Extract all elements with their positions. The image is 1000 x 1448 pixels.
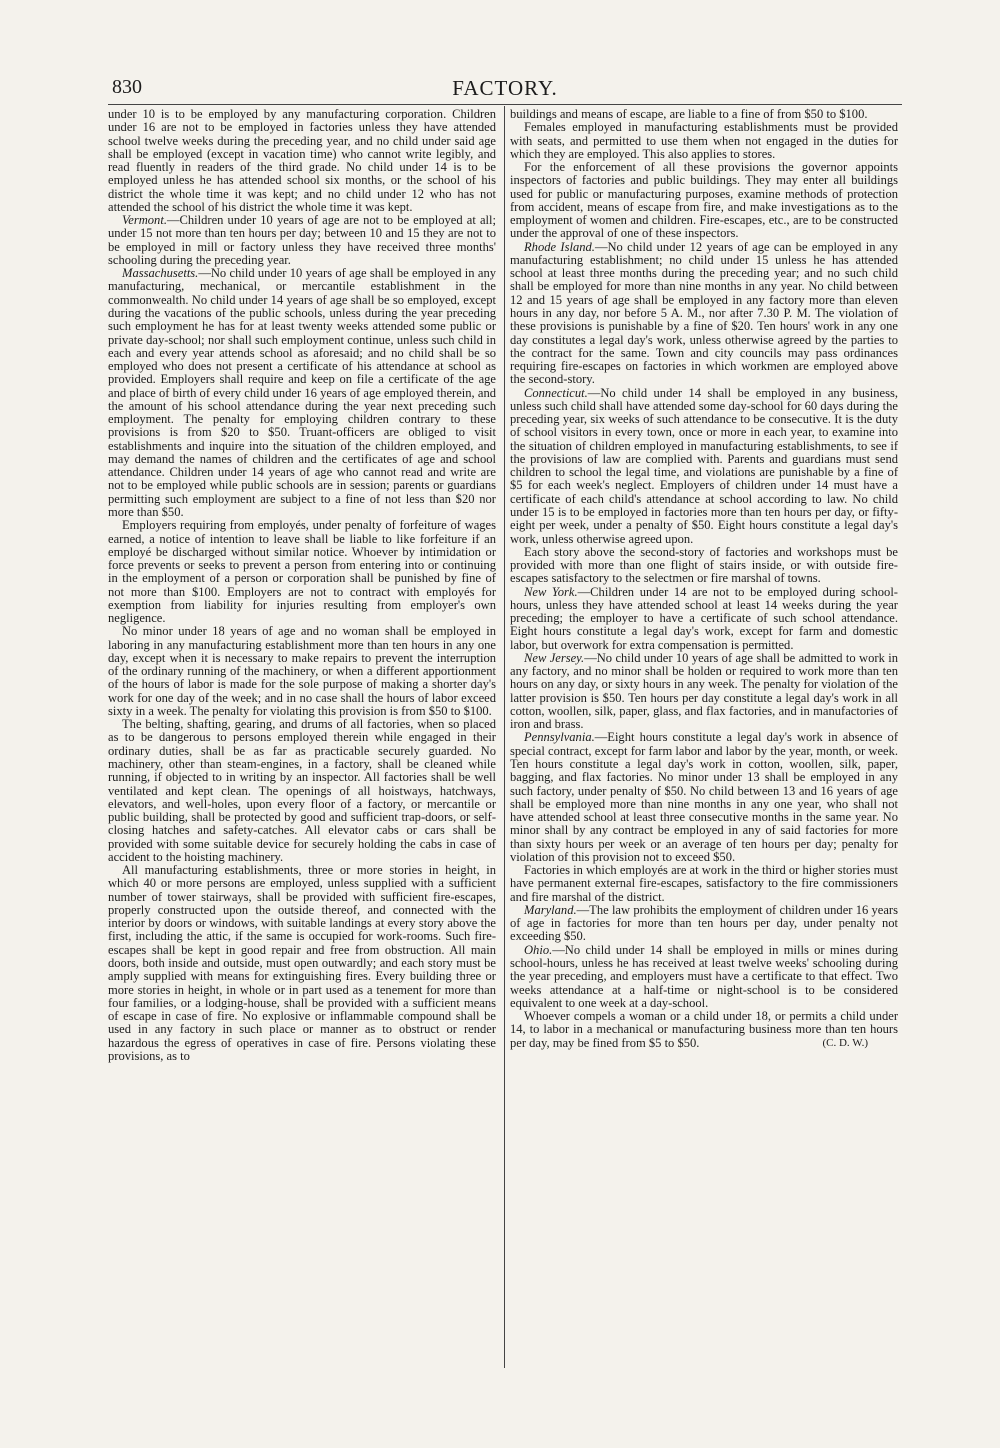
paragraph — [108, 864, 496, 1063]
state-heading: Ohio. — [524, 942, 553, 957]
paragraph-text: —No child under 10 years of age shall be admitted to work in any factory, and no minor shall be holden or required to work more than ten hours on any day, or sixty hours in any week. The penalty for violation of the latter provision is $50. Ten hours per day constitute a legal day's work in all cotton, woollen, silk, paper, glass, and flax factories, and in manufactories of iron and brass. — [510, 650, 898, 732]
paragraph — [510, 904, 898, 944]
paragraph — [108, 267, 496, 519]
paragraph-text: —The law prohibits the employment of children under 16 years of age in factories for more than ten hours per day, under penalty not exceeding $50. — [510, 902, 898, 944]
page-number: 830 — [112, 76, 142, 98]
paragraph-text: Whoever compels a woman or a child under 18, or permits a child under 14, to labor in a mechanical or manufacturing business more than ten hours per day, may be fined from $5 to $50. — [510, 1009, 898, 1050]
state-heading: New Jersey. — [524, 650, 585, 665]
left-column — [108, 108, 496, 1063]
paragraph — [108, 718, 496, 864]
paragraph-text: under 10 is to be employed by any manufacturing corporation. Children under 16 are not to be employed in factories unless they have attended school twelve weeks during the preceding year, and no child under said age shall be employed (except in vacation time) who cannot write legibly, and read fluently in readers of the third grade. No child under 14 is to be employed unless he has attended school six months, or the school of his district the whole time it was kept; and no child under 12 who has not attended the school of his district the whole time it was kept. — [108, 107, 496, 214]
paragraph-text: —Eight hours constitute a legal day's work in absence of special contract, except for farm labor and labor by the year, month, or week. Ten hours constitute a legal day's work in cotton, woollen, silk, paper, bagging, and flax factories. No minor under 13 shall be employed in any such factory, under penalty of $50. No child between 13 and 16 years of age shall be employed more than nine months in any one year, who shall not have attended school at least three consecutive months in the same year. No minor shall by any contract be employed in any of said factories for more than sixty hours per week or an average of ten hours per day; penalty for violation of this provision not to exceed $50. — [510, 730, 898, 864]
paragraph-text: Females employed in manufacturing establishments must be provided with seats, and permitted to use them when not engaged in the duties for which they are employed. This also applies to stores. — [510, 120, 898, 161]
column-divider — [504, 106, 505, 1368]
paragraph-text: The belting, shafting, gearing, and drums of all factories, when so placed as to be dangerous to persons employed therein while engaged in their ordinary duties, shall be as far as practicable securely guarded. No machinery, other than steam-engines, in a factory, shall be cleaned while running, if objected to in writing by an inspector. All factories shall be well ventilated and kept clean. The openings of all hoistways, hatchways, elevators, and well-holes, upon every floor of a factory, or mercantile or public building, shall be protected by good and sufficient trap-doors, or self-closing hatches and safety-catches. All elevator cabs or cars shall be provided with some suitable device for securely holding the cabs in case of accident to the hoisting machinery. — [108, 717, 496, 864]
paragraph — [510, 546, 898, 586]
state-heading: Massachusetts. — [122, 266, 199, 281]
right-column — [510, 108, 898, 1050]
paragraph-text: No minor under 18 years of age and no woman shall be employed in laboring in any manufacturing establishment more than ten hours in any one day, except when it is necessary to make repairs to prevent the interruption of the ordinary running of the machinery, or when a different apportionment of the hours of labor is made for the sole purpose of making a shorter day's work for one day of the week; and in no case shall the hours of labor exceed sixty in a week. The penalty for violating this provision is from $50 to $100. — [108, 624, 496, 718]
paragraph-text: Factories in which employés are at work in the third or higher stories must have permanent external fire-escapes, satisfactory to the fire commissioners and fire marshal of the district. — [510, 863, 898, 904]
paragraph-text: —Children under 14 are not to be employed during school-hours, unless they have attended school at least 14 weeks during the year preceding; the employer to have a certificate of such school attendance. Eight hours constitute a legal day's work, except for farm and domestic labor, but overwork for extra compensation is permitted. — [510, 584, 898, 652]
state-heading: Connecticut. — [524, 385, 588, 400]
state-heading: Maryland. — [524, 902, 577, 917]
paragraph — [510, 387, 898, 546]
author-signature: (C. D. W.) — [822, 1036, 868, 1049]
paragraph — [510, 121, 898, 161]
paragraph-text: Employers requiring from employés, under penalty of forfeiture of wages earned, a notice of intention to leave shall be liable to like forfeiture if an employé be discharged without similar notice. Whoever by intimidation or force prevents or seeks to prevent a person from entering into or continuing in the employment of a person or corporation shall be punished by fine of not more than $100. Employers are not to contract with employés for exemption from liability for injuries resulting from employer's own negligence. — [108, 518, 496, 626]
paragraph — [108, 108, 496, 214]
state-heading: Rhode Island. — [524, 239, 595, 254]
paragraph-text: For the enforcement of all these provisions the governor appoints inspectors of factories and public buildings. They may enter all buildings used for public or manufacturing purposes, examine methods of protection from accident, means of escape from fire, and make investigations as to the employment of women and children. Fire-escapes, etc., are to be constructed under the approval of one of these inspectors. — [510, 160, 898, 241]
page-header — [108, 76, 902, 100]
paragraph-text: buildings and means of escape, are liable to a fine of from $50 to $100. — [510, 107, 868, 121]
paragraph — [510, 108, 898, 121]
paragraph-text: —Children under 10 years of age are not to be employed at all; under 15 not more than ten hours per day; between 10 and 15 they are not to be employed in mill or factory unless they have received three months' schooling during the preceding year. — [108, 213, 496, 267]
paragraph — [510, 1010, 898, 1050]
paragraph-text: All manufacturing establishments, three or more stories in height, in which 40 or more persons are employed, unless supplied with a sufficient number of tower stairways, shall be provided with sufficient fire-escapes, properly constructed upon the outside thereof, and connected with the interior by doors or windows, with suitable landings at every story above the first, including the attic, if the same is occupied for work-rooms. Such fire-escapes shall be kept in good repair and free from obstruction. All main doors, both inside and outside, must open outwardly; and each story must be amply supplied with means for extinguishing fires. Every building three or more stories in height, in whole or in part used as a tenement for more than four families, or a lodging-house, shall be provided with a sufficient means of escape in case of fire. No explosive or inflammable compound shall be used in any factory in such place or manner as to obstruct or render hazardous the egress of operatives in case of fire. Persons violating these provisions, as to — [108, 863, 496, 1063]
paragraph-text: —No child under 14 shall be employed in mills or mines during school-hours, unless he has received at least twelve weeks' schooling during the year preceding, and employers must have a certificate to that effect. Two weeks attendance at a half-time or night-school is to be considered equivalent to one week at a day-school. — [510, 942, 898, 1010]
paragraph — [510, 944, 898, 1010]
running-title: FACTORY. — [452, 76, 558, 100]
state-heading: New York. — [524, 584, 578, 599]
paragraph-text: —No child under 14 shall be employed in any business, unless such child shall have attended some day-school for 60 days during the preceding year, six weeks of such attendance to be consecutive. It is the duty of school visitors in every town, once or more in each year, to examine into the situation of children employed in manufacturing establishments, to see if the provisions of law are complied with. Parents and guardians must send children to school the legal time, and violations are punishable by a fine of $5 for each week's neglect. Employers of children under 14 must have a certificate of each child's attendance at school according to law. No child under 15 is to be employed in factories more than ten hours per day, or fifty-eight per week, under a penalty of $50. Eight hours constitute a legal day's work, unless otherwise agreed upon. — [510, 385, 898, 546]
state-heading: Vermont. — [122, 213, 167, 228]
paragraph — [510, 864, 898, 904]
paragraph-text: —No child under 10 years of age shall be employed in any manufacturing, mechanical, or mercantile establishment in the commonwealth. No child under 14 years of age shall be so employed, except during the vacations of the public schools, unless during the year preceding such employment he has for at least twenty weeks attended some public or private day-school; nor shall such employment continue, unless such child in each and every year attends school as aforesaid; and no child shall be so employed who does not present a certificate of his attendance at school as provided. Employers shall require and keep on file a certificate of the age and place of birth of every child under 16 years of age employed therein, and the amount of his school attendance during the year next preceding such employment. The penalty for employing children contrary to these provisions is from $20 to $50. Truant-officers are obliged to visit establishments and inquire into the situation of the children employed, and may demand the names of children and the certificates of age and school attendance. Children under 14 years of age who cannot read and write are not to be employed while public schools are in session; parents or guardians permitting such employment are subject to a fine of not less than $20 nor more than $50. — [108, 266, 496, 519]
paragraph-text: —No child under 12 years of age can be employed in any manufacturing establishment; no child under 15 unless he has attended school at least three months during the preceding year; and no such child shall be employed for more than nine months in any year. No child between 12 and 15 years of age shall be employed in any factory more than eleven hours in any day, nor before 5 A. M., nor after 7.30 P. M. The violation of these provisions is punishable by a fine of $20. Ten hours' work in any one day constitutes a legal day's work, unless otherwise agreed by the parties to the contract for the same. Town and city councils may pass ordinances requiring fire-escapes on factories in which workmen are employed above the second-story. — [510, 239, 899, 387]
paragraph — [510, 652, 898, 732]
paragraph — [510, 241, 898, 387]
paragraph — [108, 625, 496, 718]
header-rule — [108, 104, 902, 105]
paragraph — [108, 214, 496, 267]
paragraph — [510, 161, 898, 241]
paragraph — [108, 519, 496, 625]
paragraph — [510, 586, 898, 652]
state-heading: Pennsylvania. — [524, 730, 595, 745]
paragraph-text: Each story above the second-story of factories and workshops must be provided with more than one flight of stairs inside, or with outside fire-escapes satisfactory to the selectmen or fire marshal of towns. — [510, 544, 898, 586]
paragraph — [510, 731, 898, 864]
